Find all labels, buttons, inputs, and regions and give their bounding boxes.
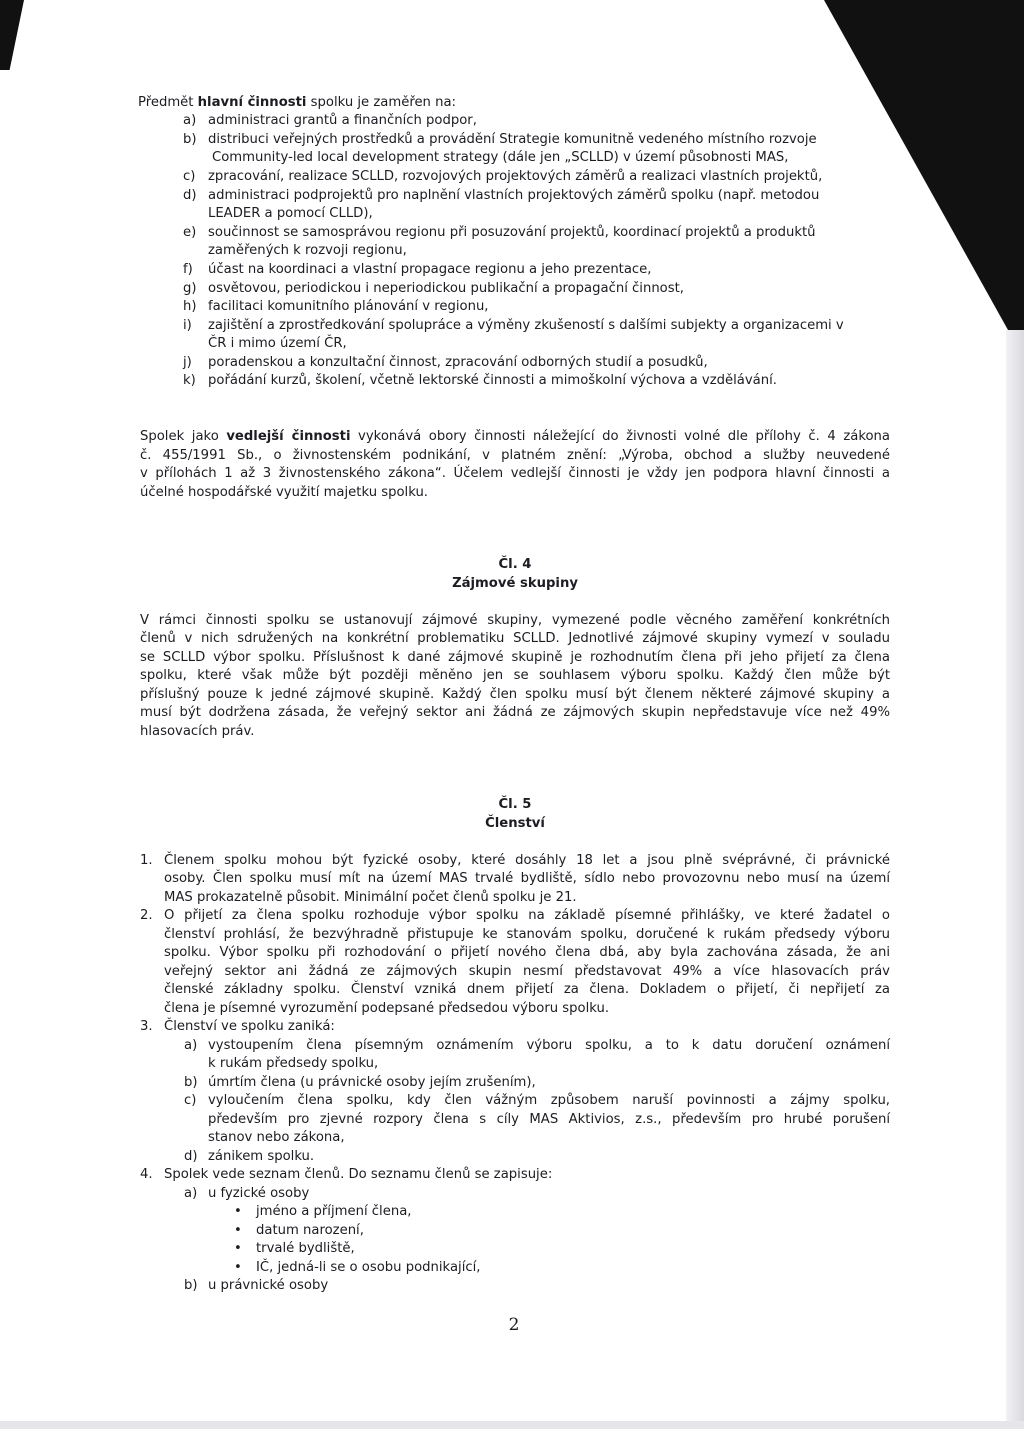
list-label: f): [183, 262, 193, 277]
list-label: d): [183, 188, 197, 203]
list-item: osoby. Člen spolku musí mít na území MAS trvalé bydliště, sídlo nebo provozovnu nebo musí na území: [164, 871, 890, 886]
list-item: MAS prokazatelně působit. Minimální počet členů spolku je 21.: [164, 890, 577, 905]
article-number: Čl. 4: [498, 557, 532, 572]
list-item: administraci podprojektů pro naplnění vlastních projektových záměrů spolku (např. metodou: [208, 188, 820, 203]
list-item: u fyzické osoby: [208, 1186, 310, 1201]
list-label: b): [184, 1075, 198, 1090]
list-label: 2.: [140, 908, 153, 923]
list-item: pořádání kurzů, školení, včetně lektorské činnosti a mimoškolní výchova a vzdělávání.: [208, 373, 777, 388]
page-number: 2: [508, 1315, 520, 1335]
list-item: k rukám předsedy spolku,: [208, 1056, 379, 1071]
list-label: a): [183, 113, 197, 128]
list-label: e): [183, 225, 197, 240]
list-label: c): [183, 169, 196, 184]
list-label: 4.: [140, 1167, 153, 1182]
list-item: facilitaci komunitního plánování v regionu,: [208, 299, 489, 314]
secondary-activity-text: č. 455/1991 Sb., o živnostenském podnikání, v platném znění: „Výroba, obchod a služby neuvedené: [140, 448, 890, 463]
list-item: úmrtím člena (u právnické osoby jejím zrušením),: [208, 1075, 536, 1090]
list-item: veřejný sektor ani žádná ze zájmových skupin nesmí představovat 49% a více hlasovacích práv: [164, 964, 890, 979]
list-item: vyloučením člena spolku, kdy člen vážným způsobem naruší povinnosti a zájmy spolku,: [208, 1093, 890, 1108]
paragraph-line: spolku, které však může být později měněno jen se souhlasem výboru spolku. Každý člen může být: [140, 668, 890, 683]
list-item: zpracování, realizace SCLLD, rozvojových projektových záměrů a realizaci vlastních projektů,: [208, 169, 823, 184]
paragraph-line: V rámci činnosti spolku se ustanovují zájmové skupiny, vymezené podle věcného zaměření konkrétních: [140, 613, 890, 628]
list-item: Členství ve spolku zaniká:: [164, 1019, 335, 1034]
list-item: především pro zjevné rozpory člena s cíly MAS Aktivios, z.s., především pro hrubé porušení: [208, 1112, 890, 1127]
list-item: ČR i mimo území ČR,: [208, 336, 347, 351]
paragraph-line: hlasovacích práv.: [140, 724, 255, 739]
bullet-item: • jméno a příjmení člena,: [256, 1203, 411, 1220]
list-item: stanov nebo zákona,: [208, 1130, 345, 1145]
list-item: Community-led local development strategy (dále jen „SCLLD) v území působnosti MAS,: [212, 150, 789, 165]
list-item: účast na koordinaci a vlastní propagace regionu a jeho prezentace,: [208, 262, 652, 277]
paragraph-line: musí být dodržena zásada, že veřejný sektor ani žádná ze zájmových skupin nepředstavuje více než 49%: [140, 705, 890, 720]
list-item: spolku. Výbor spolku při rozhodování o přijetí nového člena dbá, aby byla zachována zásada, že ani: [164, 945, 890, 960]
list-label: d): [184, 1149, 198, 1164]
paragraph-line: se SCLLD výbor spolku. Příslušnost k dané zájmové skupině je rozhodnutím člena při jeho přijetí za člena: [140, 650, 890, 665]
article-title: Členství: [485, 816, 545, 831]
list-label: i): [183, 318, 192, 333]
list-label: b): [184, 1278, 198, 1293]
list-item: zánikem spolku.: [208, 1149, 315, 1164]
list-item: členské základny spolku. Členství vzniká dnem přijetí za člena. Dokladem o přijetí, či nepřijetí za: [164, 982, 890, 997]
list-label: a): [184, 1038, 198, 1053]
list-item: zajištění a zprostředkování spolupráce a výměny zkušeností s dalšími subjekty a organizacemi v: [208, 318, 844, 333]
secondary-activity-text: Spolek jako vedlejší činnosti vykonává obory činnosti náležející do živnosti volné dle přílohy č. 4 zákona: [140, 429, 890, 444]
list-item: LEADER a pomocí CLLD),: [208, 206, 373, 221]
list-item: osvětovou, periodickou i neperiodickou publikační a propagační činnost,: [208, 281, 684, 296]
list-label: a): [184, 1186, 198, 1201]
list-item: součinnost se samosprávou regionu při posuzování projektů, koordinací projektů a produktů: [208, 225, 816, 240]
paragraph-line: příslušný pouze k jedné zájmové skupině. Každý člen spolku musí být členem některé zájmové skupiny a: [140, 687, 890, 702]
list-item: distribuci veřejných prostředků a provádění Strategie komunitně vedeného místního rozvoje: [208, 132, 817, 147]
article-title: Zájmové skupiny: [452, 576, 578, 591]
bullet-item: • IČ, jedná-li se o osobu podnikající,: [256, 1259, 480, 1276]
list-item: poradenskou a konzultační činnost, zpracování odborných studií a posudků,: [208, 355, 708, 370]
list-label: b): [183, 132, 197, 147]
list-label: g): [183, 281, 197, 296]
list-label: c): [184, 1093, 197, 1108]
list-label: k): [183, 373, 196, 388]
list-label: j): [183, 355, 192, 370]
list-label: h): [183, 299, 197, 314]
list-item: administraci grantů a finančních podpor,: [208, 113, 477, 128]
secondary-activity-text: účelné hospodářské využití majetku spolku.: [140, 485, 428, 500]
list-item: člena je písemné vyrozumění podepsané předsedou výboru spolku.: [164, 1001, 610, 1016]
list-item: Spolek vede seznam členů. Do seznamu členů se zapisuje:: [164, 1167, 553, 1182]
paragraph-line: členů v nich sdružených na konkrétní problematiku SCLLD. Jednotlivé zájmové skupiny vymezí v souladu: [140, 631, 890, 646]
list-item: u právnické osoby: [208, 1278, 329, 1293]
list-item: O přijetí za člena spolku rozhoduje výbor spolku na základě písemné přihlášky, ve které žadatel o: [164, 908, 890, 923]
list-label: 3.: [140, 1019, 153, 1034]
list-label: 1.: [140, 853, 153, 868]
list-item: Členem spolku mohou být fyzické osoby, které dosáhly 18 let a jsou plně svéprávné, či právnické: [164, 853, 890, 868]
article-number: Čl. 5: [498, 797, 532, 812]
secondary-activity-text: v přílohách 1 až 3 živnostenského zákona“. Účelem vedlejší činnosti je vždy jen podpora hlavní činnosti a: [140, 466, 890, 481]
list-item: vystoupením člena písemným oznámením výboru spolku, a to k datu doručení oznámení: [208, 1038, 890, 1053]
main-activity-intro: Předmět hlavní činnosti spolku je zaměřen na:: [138, 95, 456, 110]
list-item: zaměřených k rozvoji regionu,: [208, 243, 407, 258]
bullet-item: • trvalé bydliště,: [256, 1240, 355, 1257]
bullet-item: • datum narození,: [256, 1222, 364, 1239]
list-item: členství prohlásí, že bezvýhradně přistupuje ke stanovám spolku, doručené k rukám předsedy výboru: [164, 927, 890, 942]
